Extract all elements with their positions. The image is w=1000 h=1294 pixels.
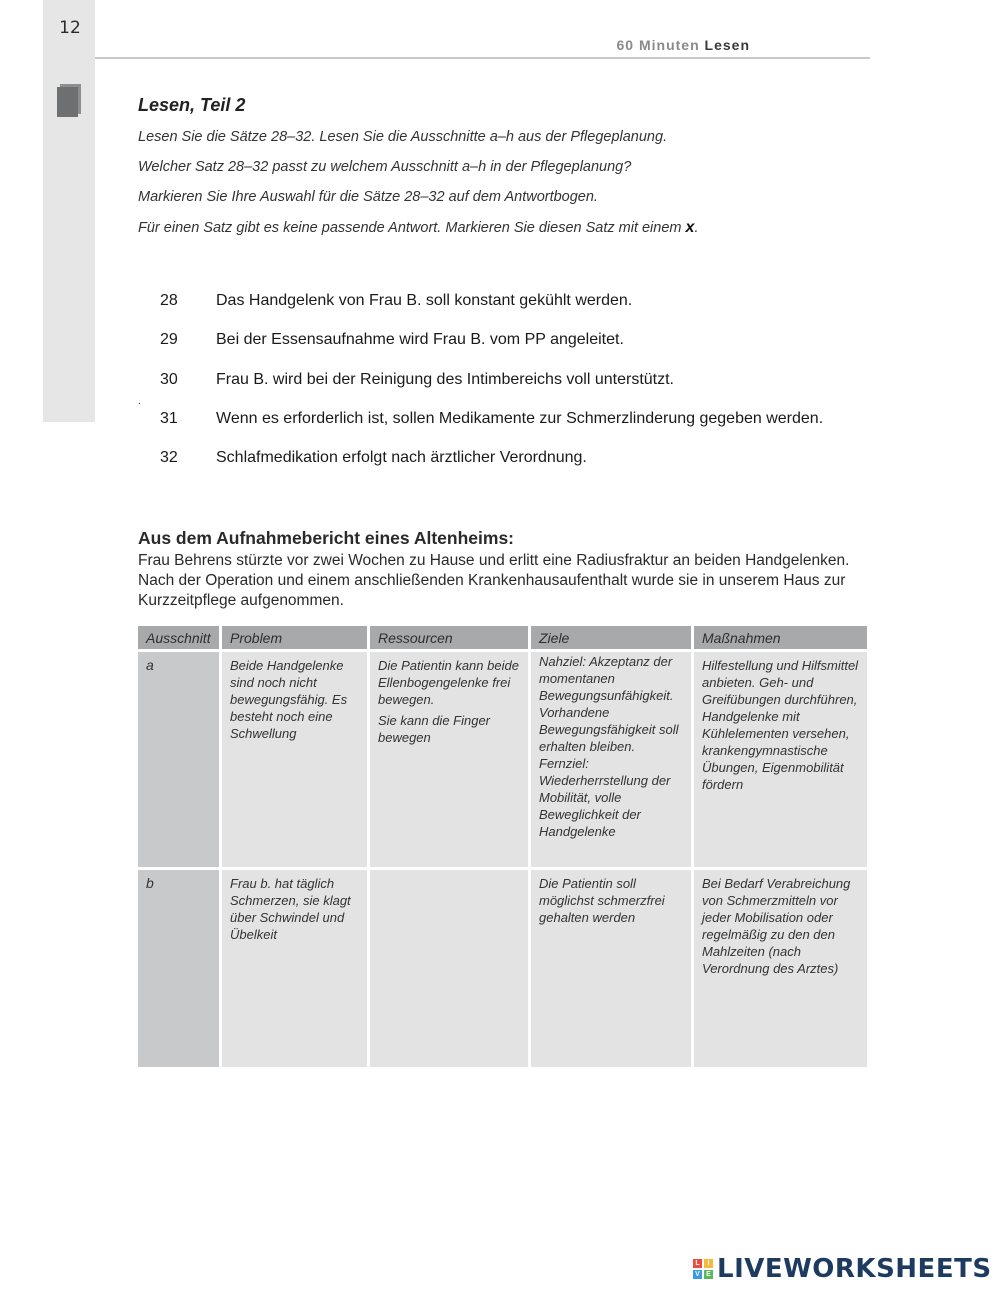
statement-text: Frau B. wird bei der Reinigung des Intimbereichs voll unterstützt. <box>216 371 674 388</box>
brand-text: LIVEWORKSHEETS <box>717 1254 992 1284</box>
report-title: Aus dem Aufnahmebericht eines Altenheims: <box>138 528 515 548</box>
x-mark: x <box>685 219 695 236</box>
cell-ressourcen <box>370 652 531 870</box>
liveworksheets-logo-icon <box>693 1259 713 1279</box>
statement-text: Bei der Essensaufnahme wird Frau B. vom PP angeleitet. <box>216 331 624 348</box>
logo-letter-v: V <box>693 1270 702 1279</box>
logo-letter-e: E <box>704 1270 713 1279</box>
running-head-bold: Lesen <box>704 37 750 53</box>
instruction-3: Markieren Sie Ihre Auswahl für die Sätze 28–32 auf dem Antwortbogen. <box>138 189 598 205</box>
cell-massnahmen: Hilfestellung und Hilfsmittel anbieten. Geh- und Greifübungen durchführen, Handgelenke mit Kühlelementen versehen, krankengymnastische Übungen, Eigenmobilität fördern <box>694 652 870 870</box>
instruction-4 <box>138 219 698 237</box>
section-title: Lesen, Teil 2 <box>138 95 246 115</box>
cell-ziele: Die Patientin soll möglichst schmerzfrei gehalten werden <box>531 870 694 1070</box>
care-plan-table <box>138 626 870 1070</box>
book-icon <box>57 84 81 117</box>
header-problem: Problem <box>222 626 370 652</box>
statement-number: 30 <box>160 371 178 388</box>
running-head <box>617 37 750 53</box>
instruction-4-suffix: . <box>694 220 699 236</box>
cell-ressourcen <box>370 870 531 1070</box>
stray-dot: . <box>138 396 141 407</box>
row-label: b <box>138 870 222 1070</box>
table-row <box>138 870 870 1070</box>
statement-number: 28 <box>160 292 178 309</box>
header-ziele: Ziele <box>531 626 694 652</box>
instruction-2: Welcher Satz 28–32 passt zu welchem Ausschnitt a–h in der Pflegeplanung? <box>138 159 632 175</box>
statement-text: Das Handgelenk von Frau B. soll konstant gekühlt werden. <box>216 292 633 309</box>
cell-problem: Frau b. hat täglich Schmerzen, sie klagt über Schwindel und Übelkeit <box>222 870 370 1070</box>
report-text: Frau Behrens stürzte vor zwei Wochen zu Hause und erlitt eine Radiusfraktur an beiden Handgelenken. Nach der Operation und einem anschließenden Krankenhausaufenthalt wurde sie in unserem Haus zur Kurzzeitpflege aufgenommen. <box>138 552 850 609</box>
statement-text: Wenn es erforderlich ist, sollen Medikamente zur Schmerzlinderung gegeben werden. <box>216 410 824 427</box>
row-label: a <box>138 652 222 870</box>
header-ressourcen: Ressourcen <box>370 626 531 652</box>
header-ausschnitt: Ausschnitt <box>138 626 222 652</box>
instruction-4-text: Für einen Satz gibt es keine passende Antwort. Markieren Sie diesen Satz mit einem <box>138 220 682 236</box>
statement-text: Schlafmedikation erfolgt nach ärztlicher Verordnung. <box>216 449 587 466</box>
ressourcen-line-2: Sie kann die Finger bewegen <box>378 713 491 745</box>
liveworksheets-brand[interactable] <box>693 1252 992 1286</box>
statement-number: 31 <box>160 410 178 427</box>
ressourcen-line-1: Die Patientin kann beide Ellenbogengelenke frei bewegen. <box>378 658 519 707</box>
table-row <box>138 652 870 870</box>
table-header-row <box>138 626 870 652</box>
page-number: 12 <box>59 18 81 38</box>
header-divider <box>95 57 870 59</box>
instruction-1: Lesen Sie die Sätze 28–32. Lesen Sie die Ausschnitte a–h aus der Pflegeplanung. <box>138 129 668 145</box>
statement-number: 29 <box>160 331 178 348</box>
side-bar <box>43 0 95 422</box>
cell-problem: Beide Handgelenke sind noch nicht bewegungsfähig. Es besteht noch eine Schwellung <box>222 652 370 870</box>
cell-ziele: Nahziel: Akzeptanz der momentanen Bewegungsunfähigkeit. Vorhandene Bewegungsfähigkeit soll erhalten bleiben. Fernziel: Wiederherrstellung der Mobilität, volle Beweglichkeit der Handgelenke <box>531 652 694 870</box>
cell-massnahmen: Bei Bedarf Verabreichung von Schmerzmitteln vor jeder Mobilisation oder regelmäßig zu den den Mahlzeiten (nach Verordnung des Arztes) <box>694 870 870 1070</box>
statement-number: 32 <box>160 449 178 466</box>
logo-letter-i: I <box>704 1259 713 1268</box>
logo-letter-l: L <box>693 1259 702 1268</box>
running-head-light: 60 Minuten <box>616 37 700 53</box>
header-massnahmen: Maßnahmen <box>694 626 870 652</box>
